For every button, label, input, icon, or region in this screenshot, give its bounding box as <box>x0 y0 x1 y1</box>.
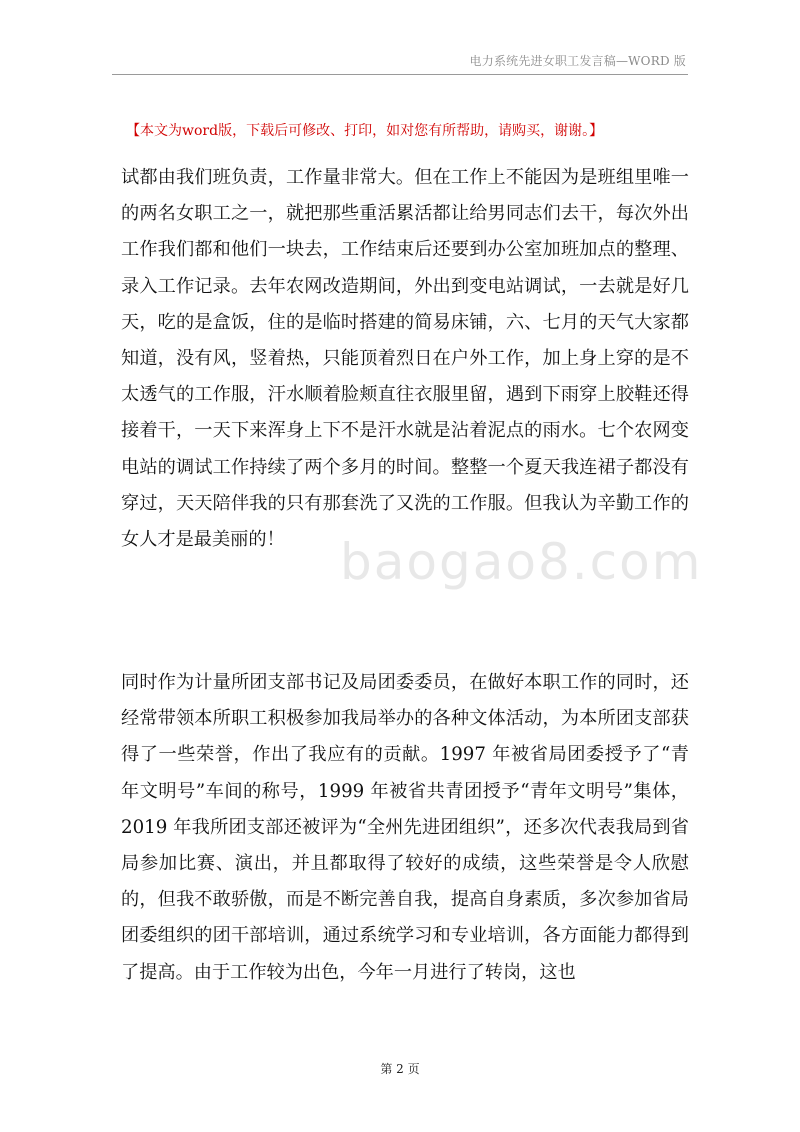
header-divider <box>112 74 688 75</box>
watermark: baogao8.com <box>340 533 703 591</box>
page-number: 第 2 页 <box>380 1062 420 1076</box>
page-header-title: 电力系统先进女职工发言稿—WORD 版 <box>469 54 686 68</box>
download-notice: 【本文为word版，下载后可修改、打印，如对您有所帮助，请购买，谢谢。】 <box>126 123 604 139</box>
body-paragraph-2: 同时作为计量所团支部书记及局团委委员，在做好本职工作的同时，还经常带领本所职工积极参加我局举办的各种文体活动，为本所团支部获得了一些荣誉，作出了我应有的贡献。1997 年被省局团委授予了“青年文明号”车间的称号，1999 年被省共青团授予“青年文明号”集体，2019 年我所团支部还被评为“全州先进团组织”，还多次代表我局到省局参加比赛、演出，并且都取得了较好的成绩，这些荣誉是令人欣慰的，但我不敢骄傲，而是不断完善自我，提高自身素质，多次参加省局团委组织的团干部培训，通过系统学习和专业培训，各方面能力都得到了提高。由于工作较为出色，今年一月进行了转岗，这也 <box>121 672 689 983</box>
body-paragraph-1: 试都由我们班负责，工作量非常大。但在工作上不能因为是班组里唯一的两名女职工之一，就把那些重活累活都让给男同志们去干，每次外出工作我们都和他们一块去，工作结束后还要到办公室加班加点的整理、录入工作记录。去年农网改造期间，外出到变电站调试，一去就是好几天，吃的是盒饭，住的是临时搭建的简易床铺，六、七月的天气大家都知道，没有风，竖着热，只能顶着烈日在户外工作，加上身上穿的是不太透气的工作服，汗水顺着脸颊直往衣服里留，遇到下雨穿上胶鞋还得接着干，一天下来浑身上下不是汗水就是沾着泥点的雨水。七个农网变电站的调试工作持续了两个多月的时间。整整一个夏天我连裙子都没有穿过，天天陪伴我的只有那套洗了又洗的工作服。但我认为辛勤工作的女人才是最美丽的！ <box>121 167 689 551</box>
